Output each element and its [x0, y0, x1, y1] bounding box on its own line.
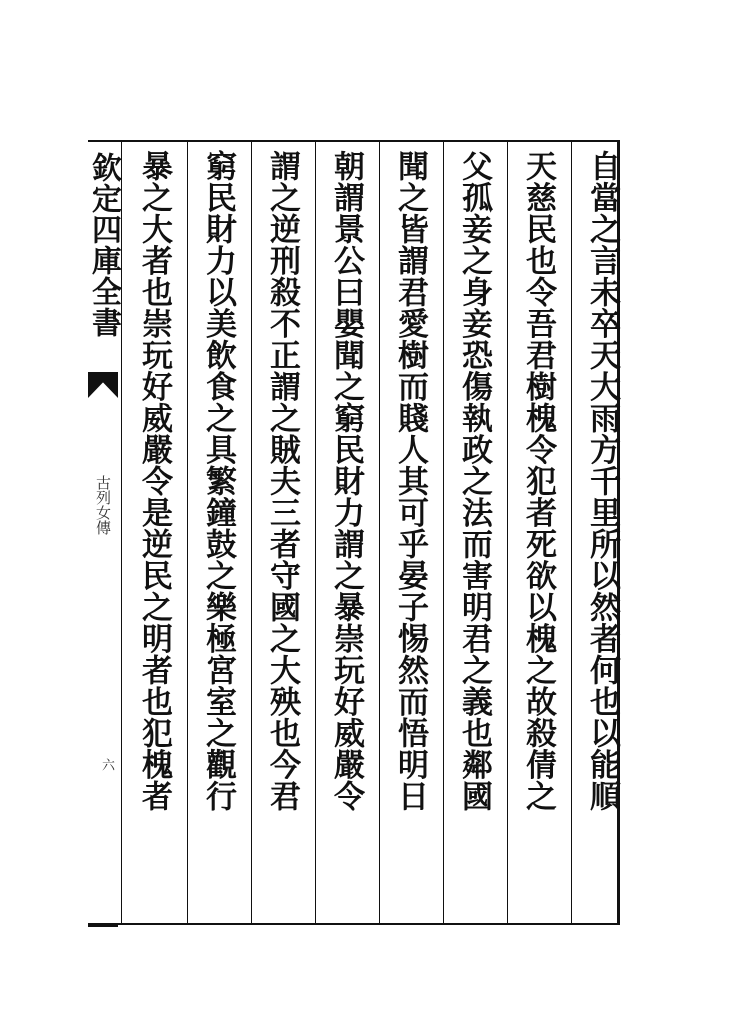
text-column-2: 天慈民也令吾君樹槐令犯者死欲以槐之故殺倩之 — [520, 150, 556, 812]
text-column-3: 父孤妾之身妾恐傷執政之法而害明君之義也鄰國 — [456, 150, 492, 812]
text-column-8: 暴之大者也崇玩好威嚴令是逆民之明者也犯槐者 — [136, 150, 172, 812]
column-rule — [251, 140, 252, 925]
work-title: 古列女傳 — [94, 475, 112, 535]
column-rule — [187, 140, 188, 925]
text-column-4: 聞之皆謂君愛樹而賤人其可乎晏子惕然而悟明日 — [392, 150, 428, 812]
margin-bottom-rule — [88, 925, 118, 927]
page-number: 六 — [99, 758, 114, 771]
text-column-7: 窮民財力以美飲食之具繁鐘鼓之樂極宮室之觀行 — [200, 150, 236, 812]
text-column-1: 自當之言未卒天大雨方千里所以然者何也以能順 — [584, 150, 620, 812]
text-column-6: 謂之逆刑殺不正謂之賊夫三者守國之大殃也今君 — [264, 150, 300, 812]
text-column-5: 朝謂景公曰嬰聞之窮民財力謂之暴崇玩好威嚴令 — [328, 150, 364, 812]
column-rule — [315, 140, 316, 925]
column-rule — [507, 140, 508, 925]
column-rule — [121, 140, 122, 925]
column-rule — [379, 140, 380, 925]
column-rule — [571, 140, 572, 925]
book-title: 欽定四庫全書 — [86, 152, 121, 338]
column-rule — [443, 140, 444, 925]
